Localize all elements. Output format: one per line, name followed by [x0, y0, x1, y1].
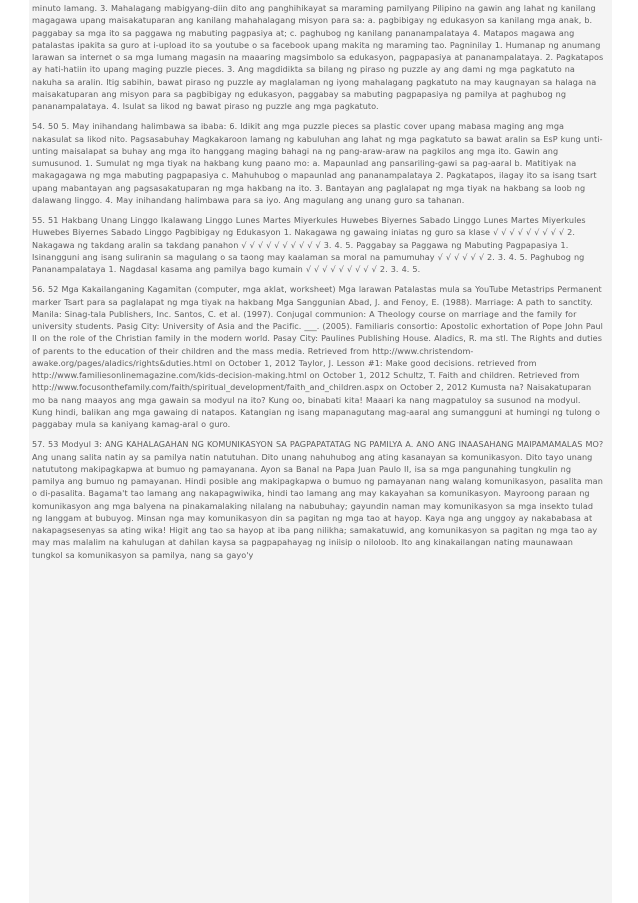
- paragraph-3: 55. 51 Hakbang Unang Linggo Ikalawang Linggo Lunes Martes Miyerkules Huwebes Biyernes Sabado Linggo Lunes Martes Miyerkules Huwebes Biyernes Sabado Linggo Pagbibigay ng Edukasyon 1. Nakagawa ng gawaing iniatas ng guro sa klase √ √ √ √ √ √ √ √ √ 2. Nakagawa ng takdang aralin sa takdang panahon √ √ √ √ √ √ √ √ √ √ 3. 4. 5. Paggabay sa Paggawa ng Mabuting Pagpapasiya 1. Isinangguni ang isang suliranin sa magulang o sa taong may kaalaman sa moral na pamumuhay √ √ √ √ √ √ 2. 3. 4. 5. Paghubog ng Pananampalataya 1. Nagdasal kasama ang pamilya bago kumain √ √ √ √ √ √ √ √ √ 2. 3. 4. 5.: [32, 215, 586, 274]
- paragraph-2: 54. 50 5. May inihandang halimbawa sa ibaba: 6. Idikit ang mga puzzle pieces sa plastic cover upang mabasa maging ang mga nakasulat sa likod nito. Pagsasabuhay Magkakaroon lamang ng kabuluhan ang lahat ng mga pagkatuto sa bawat aralin sa EsP kung unti-unting maisalapat sa buhay ang mga ito hanggang maging bahagi na ng pang-araw-araw na pagkilos ang mga ito. Gawin ang sumusunod. 1. Sumulat ng mga tiyak na hakbang kung paano mo: a. Mapaunlad ang pansariling-gawi sa pag-aaral b. Matitiyak na makagagawa ng mga mabuting pagpapasiya c. Mahuhubog o mapaunlad ang pananampalataya 2. Pagkatapos, ilagay ito sa isang tsart upang mabantayan ang pagsasakatuparan ng mga hakbang na ito. 3. Bantayan ang paglalapat ng mga tiyak na hakbang sa loob ng dalawang linggo. 4. May inihandang halimbawa para sa iyo. Ang magulang ang unang guro sa tahanan.: [32, 121, 603, 205]
- paragraph-1: minuto lamang. 3. Mahalagang mabigyang-diin dito ang panghihikayat sa maraming pamilyang Pilipino na gawin ang lahat ng kanilang magagawa upang maisakatuparan ang kanilang mahahalagang misyon para sa: a. pagbibigay ng edukasyon sa kanilang mga anak, b. paggabay sa mga ito sa paggawa ng mabuting pagpasiya at; c. paghubog ng kanilang pananampalataya 4. Matapos magawa ang patalastas ipakita sa guro at i-upload ito sa youtube o sa facebook upang makita ng maraming tao. Pagninilay 1. Humanap ng anumang larawan sa internet o sa mga lumang magasin na maaaring magsimbolo sa edukasyon, pagpapasiya at pananampalataya. 2. Pagkatapos ay hati-hatiin ito upang maging puzzle pieces. 3. Ang magdidikta sa bilang ng piraso ng puzzle ay ang dami ng mga pagkatuto na nakuha sa aralin. Itig sabihin, bawat piraso ng puzzle ay maglalaman ng iyong mahalagang pagkatuto na may kaugnayan sa halaga na maisakatuparan ang misyon para sa pagbibigay ng edukasyon, paggabay sa mabuting pagpapasiya ng pamilya at paghubog ng pananampalataya. 4. Isulat sa likod ng bawat piraso ng puzzle ang mga pagkatuto.: [32, 3, 604, 111]
- paragraph-5: 57. 53 Modyul 3: ANG KAHALAGAHAN NG KOMUNIKASYON SA PAGPAPATATAG NG PAMILYA A. ANO ANG INAASAHANG MAIPAMAMALAS MO? Ang unang salita natin ay sa pamilya natin natutuhan. Dito unang nahuhubog ang ating kasanayan sa komunikasyon. Dito tayo unang natututong makipagkapwa at bumuo ng pamayanana. Ayon sa Banal na Papa Juan Paulo II, isa sa mga pangunahing tungkulin ng pamilya ang bumuo ng pamayanan. Hindi posible ang makipagkapwa o bumuo ng pamayanan nang walang komunikasyon, pasalita man o di-pasalita. Bagama't tao lamang ang nakapagwiwika, hindi tao lamang ang may kakayahan sa komunikasyon. Mayroong paraan ng komunikasyon ang mga balyena na pinakamalaking nilalang na nabubuhay; gayundin naman may komunikasyon sa mga insekto tulad ng langgam at bubuyog. Minsan nga may komunikasyon din sa pagitan ng mga tao at hayop. Kaya nga ang unggoy ay nakababasa at nakapagsesenyas sa ating wika! Higit ang tao sa hayop at iba pang nilikha; samakatuwid, ang komunikasyon sa pagitan ng mga tao ay may mas malalim na kahulugan at dahilan kaysa sa pagpapahayag ng iniisip o niloloob. Ito ang kinakailangan nating maunawaan tungkol sa komunikasyon sa pamilya, nang sa gayo'y: [32, 439, 604, 560]
- document-page: [29, 0, 612, 903]
- paragraph-4: 56. 52 Mga Kakailanganing Kagamitan (computer, mga aklat, worksheet) Mga larawan Patalastas mula sa YouTube Metastrips Permanent marker Tsart para sa paglalapat ng mga tiyak na hakbang Mga Sanggunian Abad, J. and Fenoy, E. (1988). Marriage: A path to sanctity. Manila: Sinag-tala Publishers, Inc. Santos, C. et al. (1997). Conjugal communion: A Theology course on marriage and the family for university students. Pasig City: University of Asia and the Pacific. ___. (2005). Familiaris consortio: Apostolic exhortation of Pope John Paul II on the role of the Christian family in the modern world. Pasay City: Paulines Publishing House. Aladics, R. ma stl. The Rights and duties of parents to the education of their children and the mass media. Retrieved from http://www.christendom-awake.org/pages/aladics/rights&duties.html on October 1, 2012 Taylor, J. Lesson #1: Make good decisions. retrieved from http://www.familiesonlinemagazine.com/kids-decision-making.html on October 1, 2012 Schultz, T. Faith and children. Retrieved from http://www.focusonthefamily.com/faith/spiritual_development/faith_and_children.aspx on October 2, 2012 Kumusta na? Naisakatuparan mo ba nang maayos ang mga gawain sa modyul na ito? Kung oo, binabati kita! Maaari ka nang magpatuloy sa susunod na modyul. Kung hindi, balikan ang mga gawaing di natapos. Katangian ng isang mapanagutang mag-aaral ang sumangguni at humingi ng tulong o paggabay mula sa kaniyang kamag-aral o guro.: [32, 284, 603, 429]
